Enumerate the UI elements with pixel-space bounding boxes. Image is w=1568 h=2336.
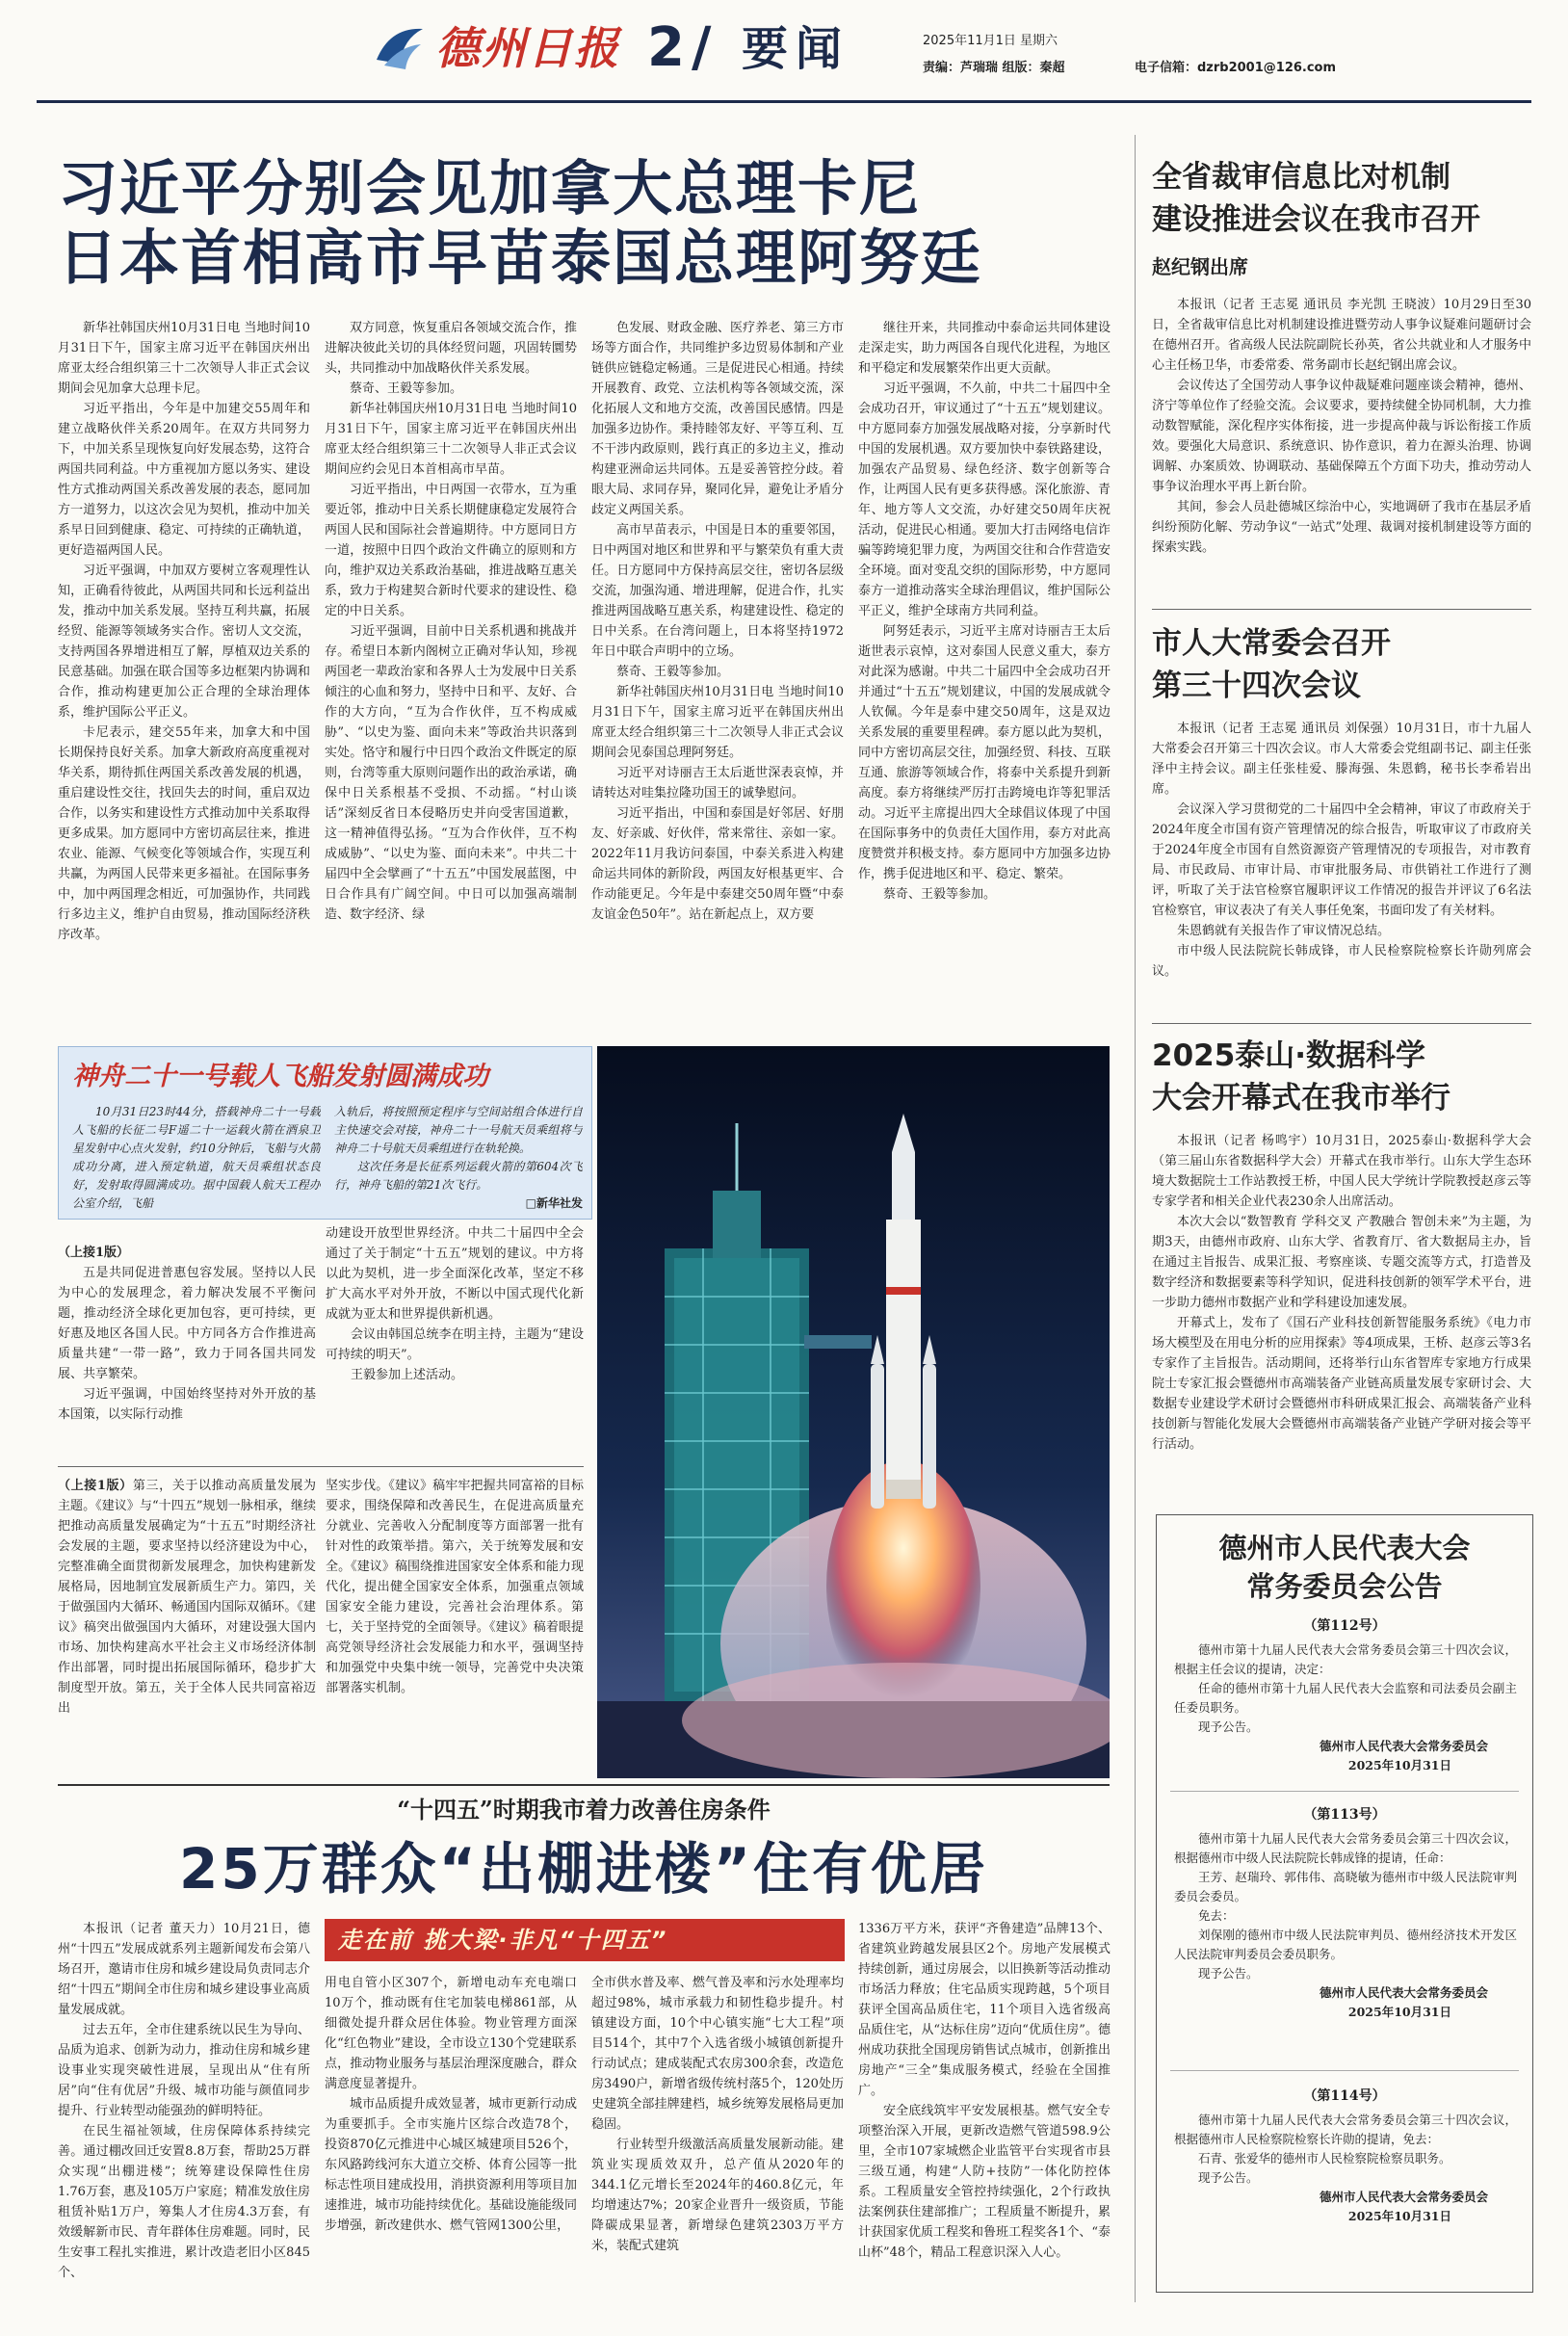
- paragraph: [58, 1476, 316, 1719]
- paragraph: 新华社韩国庆州10月31日电 当地时间10月31日下午，国家主席习近平在韩国庆州出席亚太经合组织第三十二次领导人非正式会议期间应约会见日本首相高市早苗。: [325, 402, 577, 477]
- paragraph: 市中级人民法院院长韩成锋，市人民检察院检察长许勋列席会议。: [1152, 944, 1531, 979]
- paragraph: 蔡奇、王毅等参加。: [616, 665, 730, 679]
- housing-col2: [325, 1973, 577, 2302]
- notice-date: 2025年10月31日: [1347, 1758, 1451, 1772]
- paragraph: 王芳、赵瑞玲、郭伟伟、高晓敏为德州市中级人民法院审判委员会委员。: [1174, 1870, 1517, 1903]
- section-divider: [1152, 1023, 1531, 1024]
- paragraph: 其间，参会人员赴德城区综治中心，实地调研了我市在基层矛盾纠纷预防化解、劳动争议“一站式”处理、裁调对接机制建设等方面的探索实践。: [1152, 500, 1531, 555]
- paragraph: 本报讯（记者 杨鸣宇）10月31日，2025泰山·数据科学大会（第三届山东省数据科学大会）开幕式在我市举行。山东大学生态环境大数据院士工作站教授王桥，中国人民大学统计学院教授赵彦云等专家学者和相关企业代表230余人出席活动。: [1152, 1134, 1531, 1209]
- paragraph: 石青、张爱华的德州市人民检察院检察员职务。: [1198, 2151, 1451, 2165]
- paragraph: 本报讯（记者 王志冕 通讯员 刘保强）10月31日，市十九届人大常委会召开第三十四次会议。市人大常委会党组副书记、副主任张泽中主持会议。副主任张桂爱、滕海强、朱恩鹤，秘书长李希岩出席。: [1152, 722, 1531, 797]
- paragraph: 刘保刚的德州市中级人民法院审判员、德州经济技术开发区人民法院审判委员会委员职务。: [1174, 1928, 1517, 1961]
- paragraph: 阿努廷表示，习近平主席对诗丽吉王太后逝世表示哀悼，这对泰国人民意义重大，泰方对此深为感谢。中共二十届四中全会成功召开并通过“十五五”规划建议，中国的发展成就令人钦佩。今年是泰中建交50周年，这是双边关系发展的重要里程碑。泰方愿以此为契机，同中方密切高层交往，加强经贸、科技、互联互通、旅游等领域合作，将泰中关系提升到新高度。泰方将继续严厉打击跨境电诈等犯罪活动。习近平主席提出四大全球倡议体现了中国在国际事务中的负责任大国作用，泰方对此高度赞赏并积极支持。泰方愿同中方加强多边协作，携手促进地区和平、稳定、繁荣。: [858, 624, 1111, 881]
- paragraph: 现予公告。: [1198, 2170, 1259, 2185]
- column-divider: [1135, 135, 1136, 2302]
- paragraph: 习近平强调，目前中日关系机遇和挑战并存。希望日本新内阁树立正确对华认知，珍视两国老一辈政治家和各界人士为发展中日关系倾注的心血和努力，坚持中日和平、友好、合作的大方向，“互为合作伙伴，互不构成威胁”、“以史为鉴、面向未来”等政治共识落到实处。恪守和履行中日四个政治文件既定的原则，台湾等重大原则问题作出的政治承诺，确保中日关系根基不受损、不动摇。“村山谈话”深刻反省日本侵略历史并向受害国道歉，这一精神值得弘扬。“互为合作伙伴，互不构成威胁”、“以史为鉴、面向未来”。中共二十届四中全会擘画了“十五五”中国发展蓝图，中日合作具有广阔空间。中日可以加强高端制造、数字经济、绿: [325, 624, 577, 922]
- main-story-col3: [591, 318, 844, 1033]
- shenzhou-banner: 神舟二十一号载人飞船发射圆满成功: [72, 1062, 488, 1091]
- continued-story-2-col2: [326, 1476, 584, 1774]
- paragraph: 会议传达了全国劳动人事争议仲裁疑难问题座谈会精神，德州、济宁等单位作了经验交流。会议要求，要持续健全协同机制，大力推动数智赋能，深化程序实体衔接，进一步提高仲裁与诉讼衔接工作质效。要强化大局意识、系统意识、协作意识，着力在源头治理、协调调解、办案质效、协调联动、基础保障五个方面下功夫，推动劳动人事争议治理水平再上新台阶。: [1152, 379, 1531, 494]
- housing-series-banner: [325, 1919, 845, 1961]
- paragraph: 新华社韩国庆州10月31日电 当地时间10月31日下午，国家主席习近平在韩国庆州出席亚太经合组织第三十二次领导人非正式会议期间会见泰国总理阿努廷。: [591, 685, 844, 760]
- paragraph: 会议由韩国总统李在明主持，主题为“建设可持续的明天”。: [326, 1327, 584, 1362]
- side1-title-line1: 全省裁审信息比对机制: [1152, 160, 1450, 195]
- shenzhou-text-right: [334, 1103, 583, 1217]
- notice-date: 2025年10月31日: [1347, 2005, 1451, 2019]
- housing-col1: [58, 1919, 310, 2302]
- main-headline-line2: 日本首相高市早苗泰国总理阿努廷: [58, 223, 983, 293]
- paragraph: 习近平对诗丽吉王太后逝世深表哀悼，并请转达对哇集拉隆功国王的诚挚慰问。: [591, 766, 844, 801]
- continued-story-2-col1: [58, 1476, 316, 1774]
- paragraph: 1336万平方米，获评“齐鲁建造”品牌13个、省建筑业跨越发展县区2个。房地产发展模式持续创新，通过房展会，以旧换新等活动推动市场活力释放；住宅品质实现跨越，5个项目获评全国高品质住宅，11个项目入选省级高品质住宅，从“达标住房”迈向“优质住房”。德州成功获批全国现房销售试点城市，创新推出房地产“三全”集成服务模式，经验在全国推广。: [858, 1922, 1111, 2098]
- photo-credit: □新华社发: [525, 1196, 583, 1210]
- main-story-col1: [58, 318, 310, 1033]
- side2-title-line2: 第三十四次会议: [1152, 669, 1361, 703]
- paragraph: 本报讯（记者 王志冕 通讯员 李光凯 王晓波）10月29日至30日，全省裁审信息比对机制建设推进暨劳动人事争议疑难问题研讨会在德州召开。省高级人民法院副院长孙英，省公共就业和人才服务中心主任杨卫华，市委常委、常务副市长赵纪钢出席会议。: [1152, 298, 1531, 373]
- paragraph: 现予公告。: [1198, 1966, 1259, 1981]
- notice-signature: 德州市人民代表大会常务委员会: [1319, 1985, 1488, 2000]
- paragraph: 习近平强调，不久前，中共二十届四中全会成功召开，审议通过了“十五五”规划建议。中方愿同泰方加强发展战略对接，分享新时代中国的发展机遇。双方要加快中泰铁路建设，加强农产品贸易、绿色经济、数字创新等合作，让两国人民有更多获得感。深化旅游、青年、地方等人文交流，办好建交50周年庆祝活动，促进民心相通。要加大打击网络电信诈骗等跨境犯罪力度，为两国交往和合作营造安全环境。面对变乱交织的国际形势，中方愿同泰方一道推动落实全球治理倡议，维护国际公平正义，维护全球南方共同利益。: [858, 381, 1111, 618]
- npc-notice-box: [1156, 1514, 1533, 2293]
- side1-title-line2: 建设推进会议在我市召开: [1152, 202, 1480, 237]
- notice-date: 2025年10月31日: [1347, 2209, 1451, 2223]
- paragraph: 本次大会以“数智教育 学科交叉 产教融合 智创未来”为主题，为期3天，由德州市政府、山东大学、省教育厅、省大数据局主办，旨在通过主旨报告、成果汇报、考察座谈、专题交流等方式，打造普及数字经济和数据要素等科学知识，促进科技创新的领军学术平台，进一步助力德州市数据产业和学科建设加速发展。: [1152, 1215, 1531, 1310]
- shenzhou-text-left: 10月31日23时44分，搭载神舟二十一号载人飞船的长征二号F遥二十一运载火箭在酒泉卫星发射中心点火发射，约10分钟后，飞船与火箭成功分离，进入预定轨道，航天员乘组状态良好，发射取得圆满成功。据中国载人航天工程办公室介绍，飞船: [72, 1105, 321, 1210]
- notice-divider: [1170, 1791, 1519, 1792]
- paragraph: 安全底线筑牢平安发展根基。燃气安全专项整治深入开展，更新改造燃气管道598.9公里，全市107家城燃企业监管平台实现省市县三级互通，构建“人防+技防”一体化防控体系。工程质量安全管控持续强化，2个行政执法案例获住建部推广；工程质量不断提升，累计获国家优质工程奖和鲁班工程奖各1个、“泰山杯”48个，精品工程意识深入人心。: [858, 2104, 1111, 2260]
- paragraph: 动建设开放型世界经济。中共二十届四中全会通过了关于制定“十五五”规划的建议。中方将以此为契机，进一步全面深化改革，坚定不移扩大高水平对外开放，不断以中国式现代化新成就为亚太和世界提供新机遇。: [326, 1226, 584, 1322]
- section-divider: [1152, 609, 1531, 610]
- side2-body: [1152, 719, 1531, 1033]
- paragraph: 德州市第十九届人民代表大会常务委员会第三十四次会议，根据德州市中级人民法院院长韩成锋的提请，任命：: [1174, 1831, 1517, 1865]
- notice-title-line2: 常务委员会公告: [1246, 1570, 1443, 1603]
- section-divider: [58, 1466, 584, 1467]
- paragraph: 用电自管小区307个，新增电动车充电端口10万个，推动既有住宅加装电梯861部，从细微处提升群众居住体验。物业管理方面深化“红色物业”建设，全市设立130个党建联系点，推动物业服务与基层治理深度融合，群众满意度显著提升。: [325, 1976, 577, 2091]
- side2-title-line1: 市人大常委会召开: [1152, 626, 1391, 661]
- contact-email: 电子信箱：dzrb2001@126.com: [1135, 61, 1337, 75]
- paragraph: 习近平指出，中国和泰国是好邻居、好朋友、好亲戚、好伙伴，常来常往、亲如一家。2022年11月我访问泰国，中泰关系进入构建命运共同体的新阶段，两国友好根基更牢、合作动能更足。今年是中泰建交50周年暨“中泰友谊金色50年”。站在新起点上，双方要: [591, 806, 844, 922]
- page-number: 2: [647, 16, 685, 79]
- notice-title-line1: 德州市人民代表大会: [1218, 1532, 1471, 1564]
- editors-credit: 责编：芦瑞瑞 组版：秦超: [923, 61, 1065, 75]
- paragraph: 全市供水普及率、燃气普及率和污水处理率均超过98%，城市承载力和韧性稳步提升。村镇建设方面，10个中心镇实施“七大工程”项目514个，其中7个入选省级小城镇创新提升行动试点；建成装配式农房300余套，改造危房3490户，新增省级传统村落5个，120处历史建筑全部挂牌建档，城乡统筹发展格局更加稳固。: [591, 1976, 844, 2132]
- side3-body: [1152, 1131, 1531, 1509]
- side3-title-line1: 2025泰山·数据科学: [1152, 1038, 1426, 1073]
- paragraph: 新华社韩国庆州10月31日电 当地时间10月31日下午，国家主席习近平在韩国庆州出席亚太经合组织第三十二次领导人非正式会议期间会见加拿大总理卡尼。: [58, 321, 310, 396]
- paragraph: 开幕式上，发布了《国石产业科技创新智能服务系统》《电力市场大模型及在用电分析的应用探索》等4项成果，王桥、赵彦云等3名专家作了主旨报告。活动期间，还将举行山东省智库专家地方行成果院士专家汇报会暨德州市高端装备产业链高质量发展专家研讨会、大数据专业建设学术研讨会暨德州市科研成果汇报会、高端装备产业科技创新与智能化发展大会暨德州市高端装备产业链产学研对接会等平行活动。: [1152, 1316, 1531, 1452]
- housing-headline: 25万群众“出棚进楼”住有优居: [179, 1836, 988, 1902]
- notice-signature: 德州市人民代表大会常务委员会: [1319, 2190, 1488, 2204]
- paragraph: 现予公告。: [1198, 1719, 1259, 1734]
- masthead-rule: [37, 100, 1531, 103]
- housing-col3: [591, 1973, 844, 2302]
- paragraph: 行业转型升级激活高质量发展新动能。建筑业实现质效双升，总产值从2020年的344.1亿元增长至2024年的460.8亿元，年均增速达7%；20家企业晋升一级资质，节能降碳成果显著，新增绿色建筑2303万平方米，装配式建筑: [591, 2138, 844, 2253]
- paragraph: 过去五年，全市住建系统以民生为导向、品质为追求、创新为动力，推动住房和城乡建设事业实现突破性进展，呈现出从“住有所居”向“住有优居”升级、城市功能与颜值同步提升、行业转型动能强劲的鲜明特征。: [58, 2023, 310, 2118]
- main-story-col2: [325, 318, 577, 1033]
- continued-story-1-col2: [326, 1223, 584, 1460]
- paragraph: 入轨后，将按照预定程序与空间站组合体进行自主快速交会对接，神舟二十一号航天员乘组将与神舟二十号航天员乘组进行在轨轮换。: [334, 1105, 583, 1155]
- continued-story-1-col1: [58, 1243, 316, 1460]
- section-divider: [58, 1784, 1110, 1786]
- notice-number: （第112号）: [1303, 1618, 1386, 1634]
- paragraph: 卡尼表示，建交55年来，加拿大和中国长期保持良好关系。加拿大新政府高度重视对华关系，期待抓住两国关系改善发展的机遇，重启建设性交往，找回失去的时间，重启双边合作，以务实和建设性方式推动加中关系取得更多成果。加方愿同中方密切高层往来，推进农业、能源、气候变化等领域合作，实现互利共赢，为两国人民带来更多福祉。在国际事务中，加中两国理念相近，可加强协作，共同践行多边主义，维护自由贸易，推动国际经济秩序改革。: [58, 725, 310, 942]
- paragraph: 这次任务是长征系列运载火箭的第604次飞行，神舟飞船的第21次飞行。: [334, 1160, 583, 1192]
- issue-date: 2025年11月1日 星期六: [923, 34, 1058, 48]
- newspaper-logo-icon: [371, 21, 429, 75]
- notice-112-body: [1174, 1640, 1517, 1785]
- housing-kicker: “十四五”时期我市着力改善住房条件: [397, 1796, 771, 1824]
- paragraph: 王毅参加上述活动。: [351, 1368, 464, 1382]
- paragraph: 习近平指出，今年是中加建交55周年和建立战略伙伴关系20周年。在双方共同努力下，中加关系呈现恢复向好发展态势，这符合两国共同利益。中方重视加方愿以务实、建设性方式推动两国关系改善发展的表态，愿同加方一道努力，以这次会见为契机，推动中加关系早日回到健康、稳定、可持续的正确轨道，更好造福两国人民。: [58, 402, 310, 558]
- masthead: [0, 0, 1568, 96]
- paragraph: 习近平强调，中加双方要树立客观理性认知，正确看待彼此，从两国共同和长远利益出发，推动中加关系发展。坚持互利共赢，拓展经贸、能源等领域务实合作。密切人文交流，支持两国各界增进相互了解，厚植双边关系的民意基础。加强在联合国等多边框架内协调和合作，推动构建更加公正合理的全球治理体系，维护国际公平正义。: [58, 564, 310, 720]
- paragraph: 双方同意，恢复重启各领域交流合作，推进解决彼此关切的具体经贸问题，巩固转圜势头，共同推动中加战略伙伴关系发展。: [325, 321, 577, 376]
- notice-114-body: [1174, 2111, 1517, 2284]
- main-story-col4: [858, 318, 1111, 1033]
- paragraph: 朱恩鹤就有关报告作了审议情况总结。: [1177, 924, 1391, 938]
- paragraph: 德州市第十九届人民代表大会常务委员会第三十四次会议，根据主任会议的提请，决定：: [1174, 1642, 1517, 1676]
- notice-signature: 德州市人民代表大会常务委员会: [1319, 1739, 1488, 1753]
- rocket-launch-photo: [597, 1046, 1110, 1778]
- paragraph: 五是共同促进普惠包容发展。坚持以人民为中心的发展理念，着力解决发展不平衡问题，推动经济全球化更加包容，更可持续，更好惠及地区各国人民。中方同各方合作推进高质量共建“一带一路”，致力于同各国共同发展、共享繁荣。: [58, 1266, 316, 1381]
- side3-title-line2: 大会开幕式在我市举行: [1152, 1081, 1450, 1116]
- paragraph: 蔡奇、王毅等参加。: [883, 887, 997, 902]
- paragraph: 城市品质提升成效显著，城市更新行动成为重要抓手。全市实施片区综合改造78个，投资870亿元推进中心城区城建项目526个，东风路跨线河东大道立交桥、体育公园等一批标志性项目建成投用，消拱资源利用等项目加速推进，城市功能持续优化。基础设施能级同步增强，新改建供水、燃气管网1300公里，: [325, 2097, 577, 2233]
- main-headline-line1: 习近平分别会见加拿大总理卡尼: [58, 153, 922, 223]
- side1-body: [1152, 295, 1531, 620]
- housing-col4: [858, 1919, 1111, 2302]
- page-section: 要闻: [742, 22, 850, 76]
- shenzhou-box: [58, 1046, 592, 1220]
- paragraph: 色发展、财政金融、医疗养老、第三方市场等方面合作，共同维护多边贸易体制和产业链供应链稳定畅通。三是促进民心相通。持续开展教育、政党、立法机构等各领域交流，深化拓展人文和地方交流，改善国民感情。四是加强多边协作。秉持睦邻友好、平等互利、互不干涉内政原则，践行真正的多边主义，推动构建亚洲命运共同体。五是妥善管控分歧。着眼大局、求同存异，聚同化异，避免让矛盾分歧定义两国关系。: [591, 321, 844, 517]
- paragraph: 继往开来，共同推动中泰命运共同体建设走深走实，助力两国各自现代化进程，为地区和平稳定和发展繁荣作出更大贡献。: [858, 321, 1111, 376]
- paragraph: 习近平强调，中国始终坚持对外开放的基本国策，以实际行动推: [58, 1387, 316, 1422]
- continued-tag: （上接1版）: [58, 1479, 133, 1493]
- paragraph: 在民生福祉领域，住房保障体系持续完善。通过棚改回迁安置8.8万套，帮助25万群众实现“出棚进楼”；统筹建设保障性住房1.76万套，惠及105万户家庭；精准发放住房租赁补贴1万户，筹集人才住房4.3万套，有效缓解新市民、青年群体住房难题。同时，民生安事工程扎实推进，累计改造老旧小区845个、: [58, 2124, 310, 2280]
- paragraph: 蔡奇、王毅等参加。: [350, 381, 463, 396]
- paragraph: 本报讯（记者 董天力）10月21日，德州“十四五”发展成就系列主题新闻发布会第八场召开，邀请市住房和城乡建设局负责同志介绍“十四五”期间全市住房和城乡建设事业高质量发展成就。: [58, 1922, 310, 2017]
- paragraph: 习近平指出，中日两国一衣带水，互为重要近邻，推动中日关系长期健康稳定发展符合两国人民和国际社会普遍期待。中方愿同日方一道，按照中日四个政治文件确立的原则和方向，维护双边关系政治基础，推进战略互惠关系，致力于构建契合新时代要求的建设性、稳定的中日关系。: [325, 483, 577, 618]
- paragraph: 会议深入学习贯彻党的二十届四中全会精神，审议了市政府关于2024年度全市国有资产管理情况的综合报告，听取审议了市政府关于2024年度全市国有自然资源资产管理情况的专项报告，对市教育局、市民政局、市审计局、市审批服务局、市供销社工作进行了测评，听取了关于法官检察官履职评议工作情况的报告并评议了6名法官检察官，审议表决了有关人事任免案，书面印发了有关材料。: [1152, 802, 1531, 918]
- notice-number: （第113号）: [1303, 1807, 1386, 1823]
- page-slash: /: [692, 16, 712, 79]
- series-banner-text: 走在前 挑大梁·非凡“十四五”: [338, 1927, 668, 1954]
- paragraph: 免去：: [1198, 1908, 1235, 1923]
- notice-number: （第114号）: [1303, 2088, 1386, 2104]
- notice-113-body: [1174, 1829, 1517, 2060]
- paragraph: 坚实步伐。《建议》稿牢牢把握共同富裕的目标要求，围绕保障和改善民生，在促进高质量充分就业、完善收入分配制度等方面部署一批有针对性的政策举措。第六，关于统筹发展和安全。《建议》稿围绕推进国家安全体系和能力现代化，提出健全国家安全体系，加强重点领域国家安全能力建设，完善社会治理体系。第七，关于坚持党的全面领导。《建议》稿着眼提高党领导经济社会发展能力和水平，强调坚持和加强党中央集中统一领导，完善党中央决策部署落实机制。: [326, 1479, 584, 1695]
- paragraph: 任命的德州市第十九届人民代表大会监察和司法委员会副主任委员职务。: [1174, 1681, 1517, 1715]
- paragraph: 德州市第十九届人民代表大会常务委员会第三十四次会议，根据德州市人民检察院检察长许勋的提请，免去：: [1174, 2113, 1517, 2146]
- notice-divider: [1170, 2070, 1519, 2071]
- continued-text: 第三，关于以推动高质量发展为主题。《建议》与“十四五”规划一脉相承，继续把推动高质量发展确定为“十五五”时期经济社会发展的主题，要求坚持以经济建设为中心，完整准确全面贯彻新发展理念，加快构建新发展格局，因地制宜发展新质生产力。第四，关于做强国内大循环、畅通国内国际双循环。《建议》稿突出做强国内大循环，对建设强大国内市场、加快构建高水平社会主义市场经济体制作出部署，同时提出拓展国际循环，稳步扩大制度型开放。第五，关于全体人民共同富裕迈出: [58, 1479, 316, 1716]
- paragraph: 高市早苗表示，中国是日本的重要邻国，日中两国对地区和世界和平与繁荣负有重大责任。日方愿同中方保持高层交往，密切各层级交流，加强沟通、增进理解，促进合作，扎实推进两国战略互惠关系，构建建设性、稳定的日中关系。在台湾问题上，日本将坚持1972年日中联合声明中的立场。: [591, 523, 844, 659]
- continued-tag: （上接1版）: [58, 1246, 130, 1260]
- paper-name: 德州日报: [435, 22, 620, 74]
- side1-subtitle: 赵纪钢出席: [1152, 255, 1248, 278]
